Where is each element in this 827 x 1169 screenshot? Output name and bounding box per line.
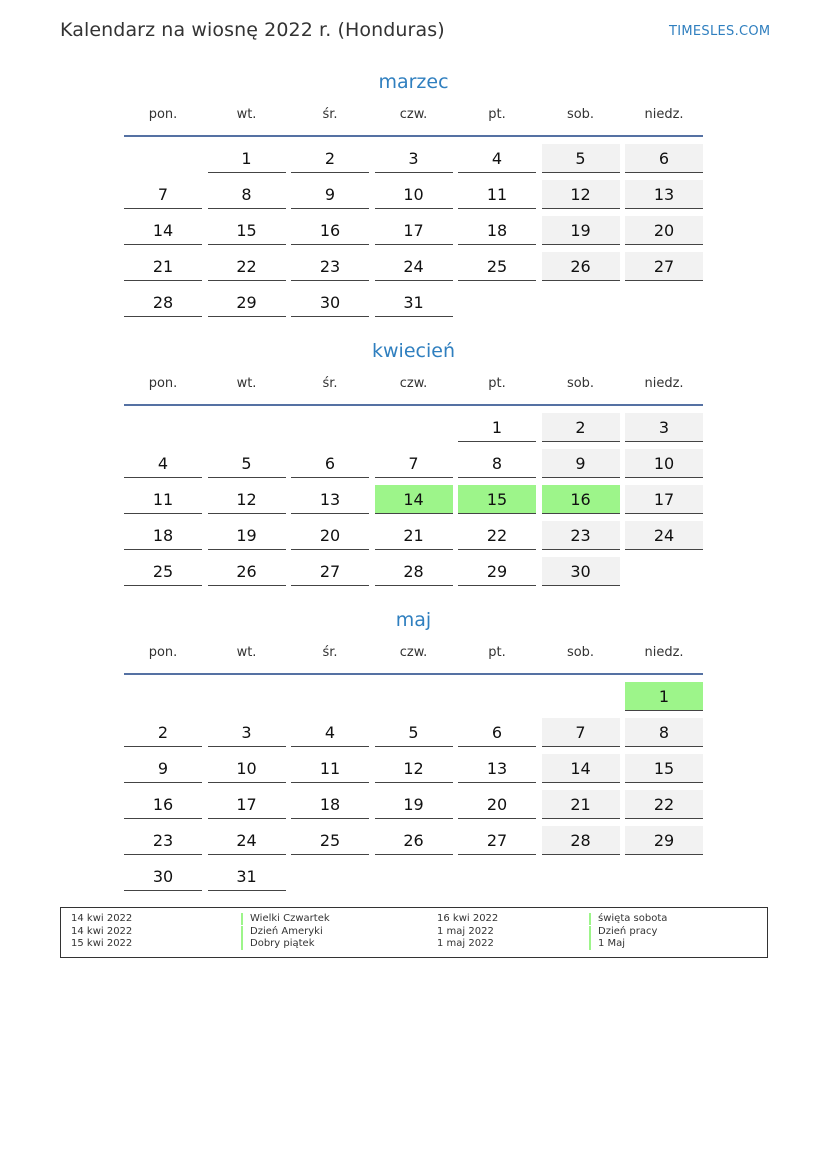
weekday-label: pt. (488, 645, 506, 660)
day-cell: 2 (291, 144, 369, 173)
day-cell: 29 (208, 288, 286, 317)
day-cell: 9 (124, 754, 202, 783)
day-cell: 16 (124, 790, 202, 819)
month-block (124, 608, 703, 886)
day-cell: 13 (291, 485, 369, 514)
day-cell: 22 (625, 790, 703, 819)
day-cell: 26 (375, 826, 453, 855)
day-cell: 10 (375, 180, 453, 209)
weekday-label: sob. (566, 107, 595, 122)
day-cell: 20 (458, 790, 536, 819)
weekday-label: pon. (148, 645, 178, 660)
day-cell: 18 (458, 216, 536, 245)
day-cell: 7 (542, 718, 620, 747)
weekday-label: pt. (488, 376, 506, 391)
legend-date: 16 kwi 2022 (437, 913, 499, 924)
day-cell: 29 (458, 557, 536, 586)
day-cell: 9 (291, 180, 369, 209)
day-cell: 30 (291, 288, 369, 317)
day-cell: 21 (124, 252, 202, 281)
weekday-label: pon. (148, 107, 178, 122)
day-cell: 5 (208, 449, 286, 478)
day-cell: 12 (375, 754, 453, 783)
day-cell: 1 (458, 413, 536, 442)
page-title: Kalendarz na wiosnę 2022 r. (Honduras) (60, 19, 445, 41)
day-cell-holiday: 14 (375, 485, 453, 514)
day-cell: 12 (208, 485, 286, 514)
day-cell: 13 (625, 180, 703, 209)
day-cell: 17 (625, 485, 703, 514)
day-cell: 17 (208, 790, 286, 819)
day-cell: 25 (291, 826, 369, 855)
day-cell: 14 (542, 754, 620, 783)
day-cell: 26 (542, 252, 620, 281)
legend-holiday-name: Dzień Ameryki (241, 926, 410, 938)
day-cell: 18 (291, 790, 369, 819)
weekday-label: śr. (322, 107, 338, 122)
day-cell: 1 (208, 144, 286, 173)
legend-date: 1 maj 2022 (437, 938, 494, 949)
day-cell: 31 (208, 862, 286, 891)
day-cell: 8 (208, 180, 286, 209)
day-cell: 7 (124, 180, 202, 209)
day-cell: 30 (124, 862, 202, 891)
day-cell: 5 (375, 718, 453, 747)
day-cell: 20 (625, 216, 703, 245)
weekday-header (124, 364, 703, 406)
day-cell-holiday: 1 (625, 682, 703, 711)
legend-holiday-name: 1 Maj (589, 938, 758, 950)
day-cell: 20 (291, 521, 369, 550)
day-cell: 28 (124, 288, 202, 317)
day-cell: 11 (458, 180, 536, 209)
day-cell: 26 (208, 557, 286, 586)
day-cell: 18 (124, 521, 202, 550)
weekday-label: sob. (566, 376, 595, 391)
day-cell: 10 (208, 754, 286, 783)
weekday-label: czw. (399, 376, 428, 391)
day-cell: 7 (375, 449, 453, 478)
day-cell: 21 (375, 521, 453, 550)
legend-holiday-name: Dobry piątek (241, 938, 410, 950)
day-cell: 19 (542, 216, 620, 245)
weekday-label: niedz. (644, 376, 684, 391)
day-cell: 14 (124, 216, 202, 245)
weekday-label: wt. (236, 645, 257, 660)
day-cell: 4 (291, 718, 369, 747)
day-cell: 19 (208, 521, 286, 550)
site-link[interactable]: TIMESLES.COM (669, 24, 771, 39)
day-cell: 24 (625, 521, 703, 550)
day-cell: 11 (124, 485, 202, 514)
day-cell: 4 (458, 144, 536, 173)
weekday-label: niedz. (644, 107, 684, 122)
weekday-header (124, 633, 703, 675)
legend-date: 15 kwi 2022 (71, 938, 133, 949)
weekday-label: śr. (322, 376, 338, 391)
weekday-label: czw. (399, 107, 428, 122)
day-cell: 27 (458, 826, 536, 855)
weekday-label: pt. (488, 107, 506, 122)
day-cell: 2 (542, 413, 620, 442)
day-cell: 24 (375, 252, 453, 281)
day-cell: 25 (124, 557, 202, 586)
month-block (124, 339, 703, 581)
day-cell: 6 (291, 449, 369, 478)
day-cell: 28 (542, 826, 620, 855)
weekday-label: sob. (566, 645, 595, 660)
day-cell: 19 (375, 790, 453, 819)
day-cell: 4 (124, 449, 202, 478)
day-cell: 31 (375, 288, 453, 317)
day-cell: 23 (124, 826, 202, 855)
legend-date: 14 kwi 2022 (71, 913, 133, 924)
weekday-label: wt. (236, 107, 257, 122)
weekday-header (124, 95, 703, 137)
weekday-label: pon. (148, 376, 178, 391)
holiday-legend (60, 907, 768, 958)
legend-holiday-name: Dzień pracy (589, 926, 758, 938)
day-cell-holiday: 16 (542, 485, 620, 514)
day-cell: 27 (291, 557, 369, 586)
day-cell: 21 (542, 790, 620, 819)
day-cell: 23 (291, 252, 369, 281)
legend-date: 1 maj 2022 (437, 925, 494, 937)
day-cell: 22 (458, 521, 536, 550)
day-cell: 2 (124, 718, 202, 747)
weekday-label: czw. (399, 645, 428, 660)
day-cell: 15 (208, 216, 286, 245)
legend-date: 14 kwi 2022 (71, 925, 133, 937)
day-cell: 3 (625, 413, 703, 442)
day-cell: 24 (208, 826, 286, 855)
month-name: kwiecień (372, 340, 455, 362)
day-cell: 10 (625, 449, 703, 478)
month-block (124, 70, 703, 312)
day-cell: 11 (291, 754, 369, 783)
day-cell: 22 (208, 252, 286, 281)
day-cell: 13 (458, 754, 536, 783)
day-cell: 5 (542, 144, 620, 173)
day-cell: 9 (542, 449, 620, 478)
day-cell: 12 (542, 180, 620, 209)
day-cell: 6 (625, 144, 703, 173)
day-cell: 3 (208, 718, 286, 747)
day-cell: 27 (625, 252, 703, 281)
legend-holiday-name: Wielki Czwartek (241, 913, 410, 925)
day-cell: 25 (458, 252, 536, 281)
day-cell: 8 (625, 718, 703, 747)
day-cell: 23 (542, 521, 620, 550)
weekday-label: śr. (322, 645, 338, 660)
day-cell: 16 (291, 216, 369, 245)
day-cell: 3 (375, 144, 453, 173)
day-cell-holiday: 15 (458, 485, 536, 514)
day-cell: 17 (375, 216, 453, 245)
month-name: maj (395, 609, 432, 631)
legend-holiday-name: święta sobota (589, 913, 758, 925)
day-cell: 30 (542, 557, 620, 586)
day-cell: 8 (458, 449, 536, 478)
weekday-label: wt. (236, 376, 257, 391)
day-cell: 6 (458, 718, 536, 747)
month-name: marzec (378, 71, 449, 93)
weekday-label: niedz. (644, 645, 684, 660)
day-cell: 28 (375, 557, 453, 586)
day-cell: 29 (625, 826, 703, 855)
day-cell: 15 (625, 754, 703, 783)
